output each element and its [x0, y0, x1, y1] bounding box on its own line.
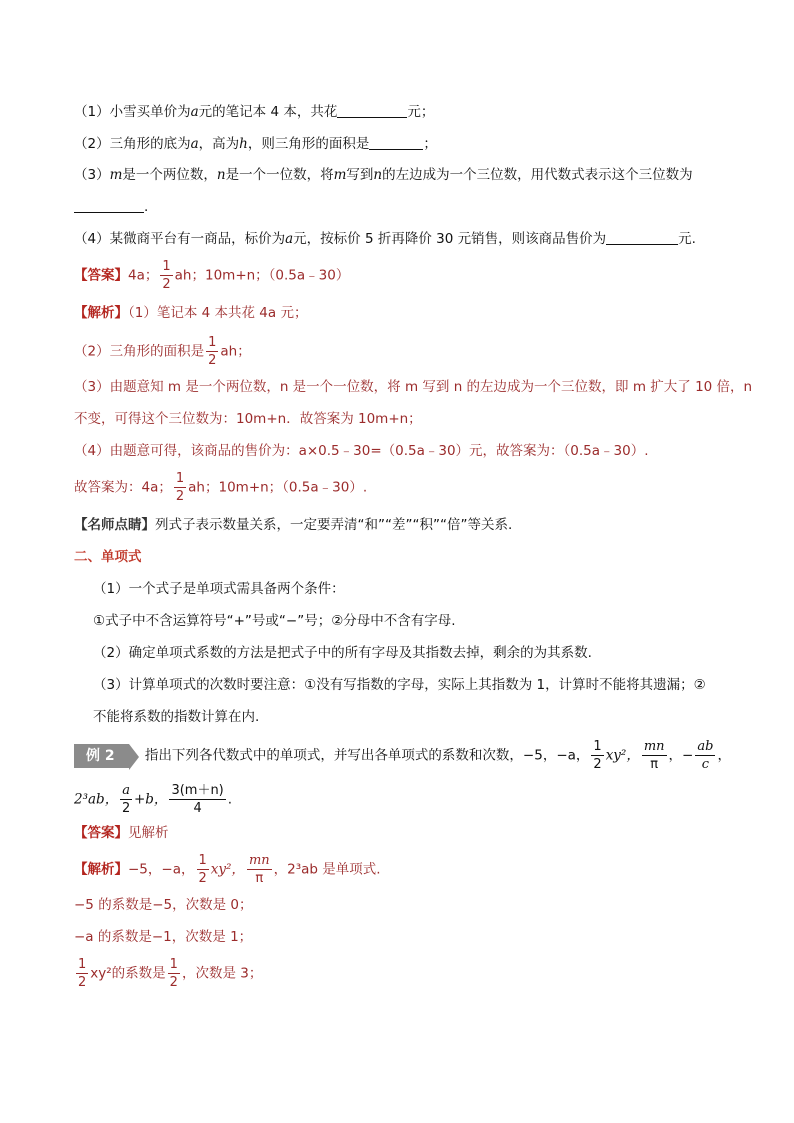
answer-frac-den: 2 — [162, 277, 171, 292]
section2-p4: （3）计算单项式的次数时要注意：①没有写指数的字母，实际上其指数为 1，计算时不能将其遗漏；② — [93, 677, 706, 693]
q4-text-b: 元，按标价 5 折再降价 30 元销售，则该商品售价为 — [293, 231, 607, 247]
analysis-l5a: 故答案为：4a； — [74, 479, 172, 496]
analysis2-frac1 — [197, 852, 209, 887]
analysis2-l3: −a 的系数是−1，次数是 1； — [74, 929, 253, 945]
example2-f3-den: c — [701, 757, 710, 772]
q2-var-a: a — [190, 136, 199, 152]
example2-frac4 — [120, 782, 132, 817]
example2-frac3 — [695, 738, 715, 773]
example2-f3-tail: ， — [717, 747, 731, 764]
example2-frac1 — [591, 738, 603, 773]
section2-p3: （2）确定单项式系数的方法是把式子中的所有字母及其指数去掉，剩余的为其系数. — [93, 645, 592, 661]
analysis2-l4-f2num: 1 — [169, 957, 178, 972]
q2-text-c: ，则三角形的面积是 — [247, 136, 370, 152]
analysis-l5-fraction — [174, 470, 186, 505]
analysis2-l4-frac1 — [76, 956, 88, 991]
example2-f5-den: 4 — [193, 801, 202, 816]
section2-p5: 不能将系数的指数计算在内. — [93, 709, 260, 725]
analysis2-label: 【解析】 — [74, 861, 128, 878]
answer-label: 【答案】 — [74, 267, 128, 284]
q2-text-a: （2）三角形的底为 — [74, 136, 191, 152]
example2-f1-num: 1 — [593, 739, 602, 754]
q1-text-b: 元的笔记本 4 本，共花 — [198, 104, 338, 120]
answer-2 — [74, 824, 169, 842]
analysis2-l4-fden: 2 — [78, 975, 87, 990]
tip-text: 列式子表示数量关系，一定要弄清“和”“差”“积”“倍”等关系. — [155, 517, 513, 533]
analysis2-l4-fnum: 1 — [78, 957, 87, 972]
analysis-l1: （1）笔记本 4 本共花 4a 元； — [128, 305, 308, 321]
analysis-l3a: （3）由题意知 m 是一个两位数，n 是一个一位数，将 m 写到 n 的左边成为一个三位数，即 m 扩大了 10 倍，n — [74, 379, 753, 395]
question-4 — [74, 230, 696, 248]
example-2-line1 — [74, 738, 731, 773]
example2-f4-num: a — [122, 783, 130, 798]
analysis-2-line3 — [74, 928, 252, 946]
question-3 — [74, 166, 693, 184]
example2-f2-tail: ，− — [668, 747, 694, 764]
example2-f3-num: ab — [697, 739, 714, 754]
analysis2-l1c: ，2³ab 是单项式. — [273, 861, 381, 878]
q2-text-d: ； — [423, 136, 437, 152]
q3-var-m: m — [109, 167, 123, 183]
q1-blank[interactable] — [337, 103, 407, 118]
analysis2-l1-f2den: π — [255, 871, 264, 886]
q3-blank[interactable] — [74, 198, 144, 213]
example2-f5-tail: . — [227, 791, 233, 808]
analysis-l5-frac-num: 1 — [175, 471, 185, 486]
q3-text-f: . — [144, 199, 149, 215]
section2-p2: ①式子中不含运算符号“+”号或“−”号；②分母中不含有字母. — [93, 613, 456, 629]
q3-var-n: n — [216, 167, 226, 183]
analysis-l2-fraction — [206, 334, 218, 369]
analysis-label: 【解析】 — [74, 305, 128, 321]
analysis2-l4b: ，次数是 3； — [181, 965, 263, 982]
example2-text: 指出下列各代数式中的单项式，并写出各单项式的系数和次数，−5，−a， — [144, 747, 590, 764]
q2-var-h: h — [239, 136, 248, 152]
example2-line2a: 2³ab， — [74, 791, 119, 808]
analysis-2-line1 — [74, 852, 381, 887]
answer-p1: 4a； — [128, 267, 159, 284]
question-1 — [74, 103, 434, 121]
q3-var-n2: n — [373, 167, 383, 183]
example2-f2-num: mn — [643, 739, 665, 754]
q3-text-a: （3） — [74, 167, 110, 183]
analysis2-l4-frac2 — [168, 956, 180, 991]
example2-f2-den: π — [650, 757, 659, 772]
example-2-line2 — [74, 782, 232, 817]
answer-fraction — [160, 258, 172, 293]
q3-text-e: 的左边成为一个三位数，用代数式表示这个三位数为 — [382, 167, 693, 183]
analysis2-l1-fden: 2 — [198, 871, 207, 886]
analysis-1-line6 — [74, 470, 367, 505]
analysis-l5-frac-den: 2 — [175, 489, 185, 504]
q2-text-b: ，高为 — [198, 136, 240, 152]
analysis-l4: （4）由题意可得，该商品的售价为：a×0.5﹣30=（0.5a﹣30）元，故答案为：（0.5a﹣30）. — [74, 443, 649, 459]
teacher-tip — [74, 516, 512, 534]
question-3-cont — [74, 198, 148, 216]
answer-1 — [74, 258, 349, 293]
example2-f4-den: 2 — [121, 801, 131, 816]
q4-text-c: 元. — [678, 231, 696, 247]
example2-f1-den: 2 — [593, 757, 602, 772]
question-2 — [74, 135, 437, 153]
answer2-label: 【答案】 — [74, 825, 128, 841]
section-title: 二、单项式 — [74, 549, 142, 565]
analysis-2-line4 — [74, 956, 262, 991]
analysis2-l1a: −5，−a， — [128, 861, 195, 878]
q1-text-a: （1）小雪买单价为 — [74, 104, 191, 120]
q3-text-c: 是一个一位数，将 — [225, 167, 334, 183]
tip-label: 【名师点睛】 — [74, 517, 155, 533]
analysis-1-line3 — [74, 378, 752, 396]
analysis2-l1-fnum: 1 — [198, 853, 207, 868]
analysis-l2a: （2）三角形的面积是 — [74, 343, 205, 360]
q4-text-a: （4）某微商平台有一商品，标价为 — [74, 231, 286, 247]
example2-frac2 — [642, 738, 667, 773]
analysis-l2-frac-den: 2 — [208, 353, 217, 368]
q3-text-b: 是一个两位数， — [122, 167, 217, 183]
example2-f1-tail: xy²， — [605, 747, 640, 764]
q1-text-c: 元； — [407, 104, 435, 120]
example2-f4-tail: +b， — [133, 791, 168, 808]
analysis-l3b: 不变，可得这个三位数为：10m+n．故答案为 10m+n； — [74, 411, 422, 427]
example2-f5-num: 3(m＋n) — [171, 783, 224, 798]
analysis2-frac2 — [247, 852, 272, 887]
analysis-l5b: ah；10m+n；（0.5a﹣30）. — [188, 479, 368, 496]
section2-p1: （1）一个式子是单项式需具备两个条件： — [93, 581, 345, 597]
analysis2-l4a: xy²的系数是 — [90, 965, 166, 982]
q4-var: a — [285, 231, 294, 247]
answer-p2: ah；10m+n；（0.5a﹣30） — [174, 267, 350, 284]
q3-text-d: 写到 — [346, 167, 374, 183]
analysis-2-line2 — [74, 896, 252, 914]
analysis2-l1b: xy²， — [210, 861, 245, 878]
q4-blank[interactable] — [606, 230, 678, 245]
analysis-1-line2 — [74, 334, 251, 369]
analysis2-l1-f2num: mn — [248, 853, 270, 868]
analysis-1-line5 — [74, 442, 649, 460]
example-badge: 例 2 — [74, 744, 129, 768]
analysis-1-line4 — [74, 410, 422, 428]
q3-var-m2: m — [333, 167, 347, 183]
analysis-l2b: ah； — [220, 343, 251, 360]
q1-var: a — [190, 104, 199, 120]
analysis-1-line1 — [74, 304, 307, 322]
example2-frac5 — [169, 782, 225, 817]
analysis-l2-frac-num: 1 — [208, 335, 217, 350]
answer-frac-num: 1 — [162, 259, 171, 274]
q2-blank[interactable] — [369, 135, 423, 150]
answer2-text: 见解析 — [128, 825, 169, 841]
analysis2-l2: −5 的系数是−5，次数是 0； — [74, 897, 253, 913]
analysis2-l4-f2den: 2 — [169, 975, 178, 990]
